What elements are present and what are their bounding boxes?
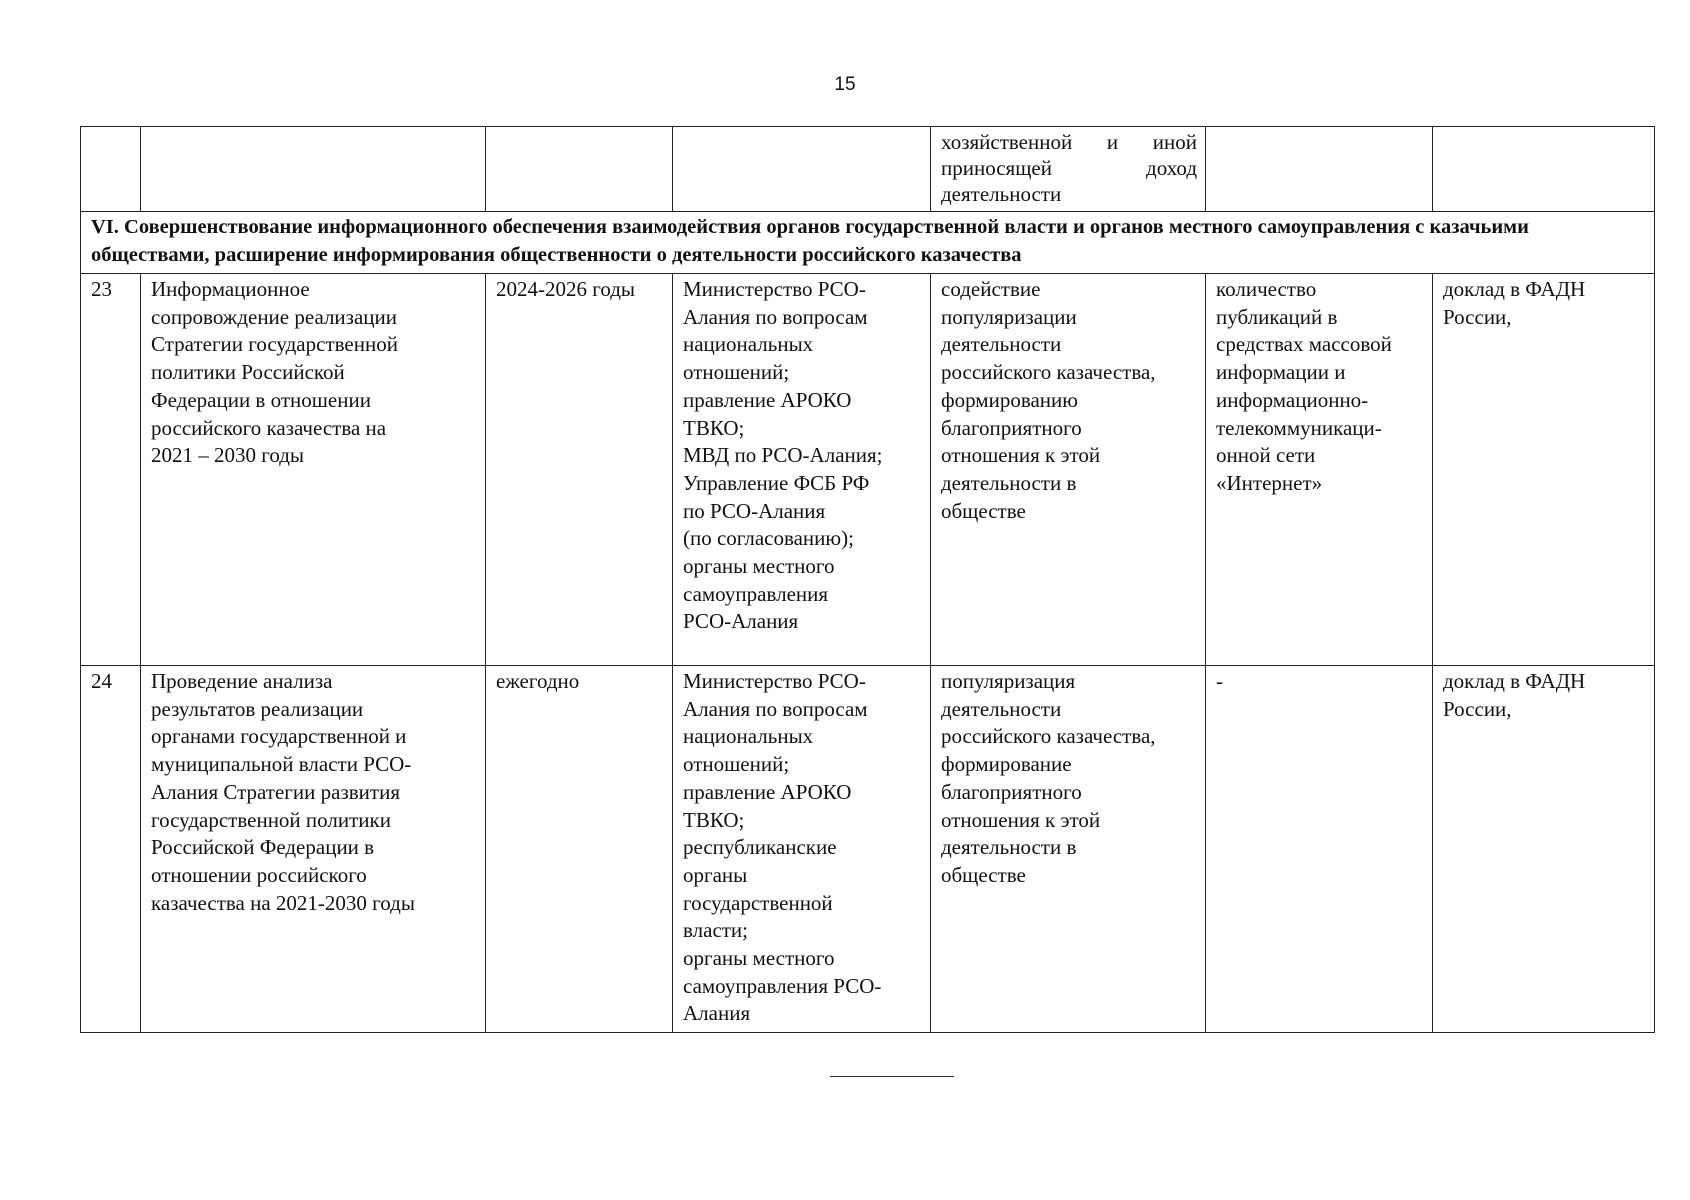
- executors-cell: Министерство РСО- Алания по вопросам национальных отношений; правление АРОКО ТВКО; республиканские органы государственной власти; органы местного самоуправления РСО- Алания: [673, 666, 931, 1033]
- executors-cell: Министерство РСО- Алания по вопросам национальных отношений; правление АРОКО ТВКО; МВД по РСО-Алания; Управление ФСБ РФ по РСО-Алания (по согласованию); органы местного самоуправления РСО-Алания: [673, 274, 931, 666]
- effect-text-line: хозяйственной и иной: [941, 130, 1197, 154]
- continuation-row: [81, 127, 1655, 212]
- page-number: 15: [834, 74, 856, 95]
- effect-text-line: приносящей доход: [941, 156, 1197, 180]
- table-cell: [141, 127, 486, 212]
- table-row: [81, 666, 1655, 1033]
- indicator-cell: количество публикаций в средствах массовой информации и информационно- телекоммуникаци- онной сети «Интернет»: [1206, 274, 1433, 666]
- activity-cell: Проведение анализа результатов реализации органами государственной и муниципальной власти РСО- Алания Стратегии развития государственной политики Российской Федерации в отношении российского казачества на 2021-2030 годы: [141, 666, 486, 1033]
- report-cell: доклад в ФАДН России,: [1433, 666, 1655, 1033]
- period-cell: ежегодно: [486, 666, 673, 1033]
- table-cell: [1206, 127, 1433, 212]
- row-number: 23: [81, 274, 141, 666]
- table-cell: [486, 127, 673, 212]
- table-cell: [81, 127, 141, 212]
- section-heading: VI. Совершенствование информационного обеспечения взаимодействия органов государственной власти и органов местного самоуправления с казачьими обществами, расширение информирования общественности о деятельности российского казачества: [81, 212, 1655, 274]
- section-heading-row: [81, 212, 1655, 274]
- activity-plan-table: [80, 126, 1655, 1033]
- report-cell: доклад в ФАДН России,: [1433, 274, 1655, 666]
- effect-cell: популяризация деятельности российского казачества, формирование благоприятного отношения к этой деятельности в обществе: [931, 666, 1206, 1033]
- effect-cell: [931, 127, 1206, 212]
- effect-text-line: деятельности: [941, 182, 1062, 206]
- table-cell: [1433, 127, 1655, 212]
- table-row: [81, 274, 1655, 666]
- row-number: 24: [81, 666, 141, 1033]
- indicator-cell: -: [1206, 666, 1433, 1033]
- table-cell: [673, 127, 931, 212]
- end-of-document-rule: [830, 1076, 954, 1077]
- period-cell: 2024-2026 годы: [486, 274, 673, 666]
- effect-cell: содействие популяризации деятельности российского казачества, формированию благоприятного отношения к этой деятельности в обществе: [931, 274, 1206, 666]
- activity-cell: Информационное сопровождение реализации Стратегии государственной политики Российской Федерации в отношении российского казачества на 2021 – 2030 годы: [141, 274, 486, 666]
